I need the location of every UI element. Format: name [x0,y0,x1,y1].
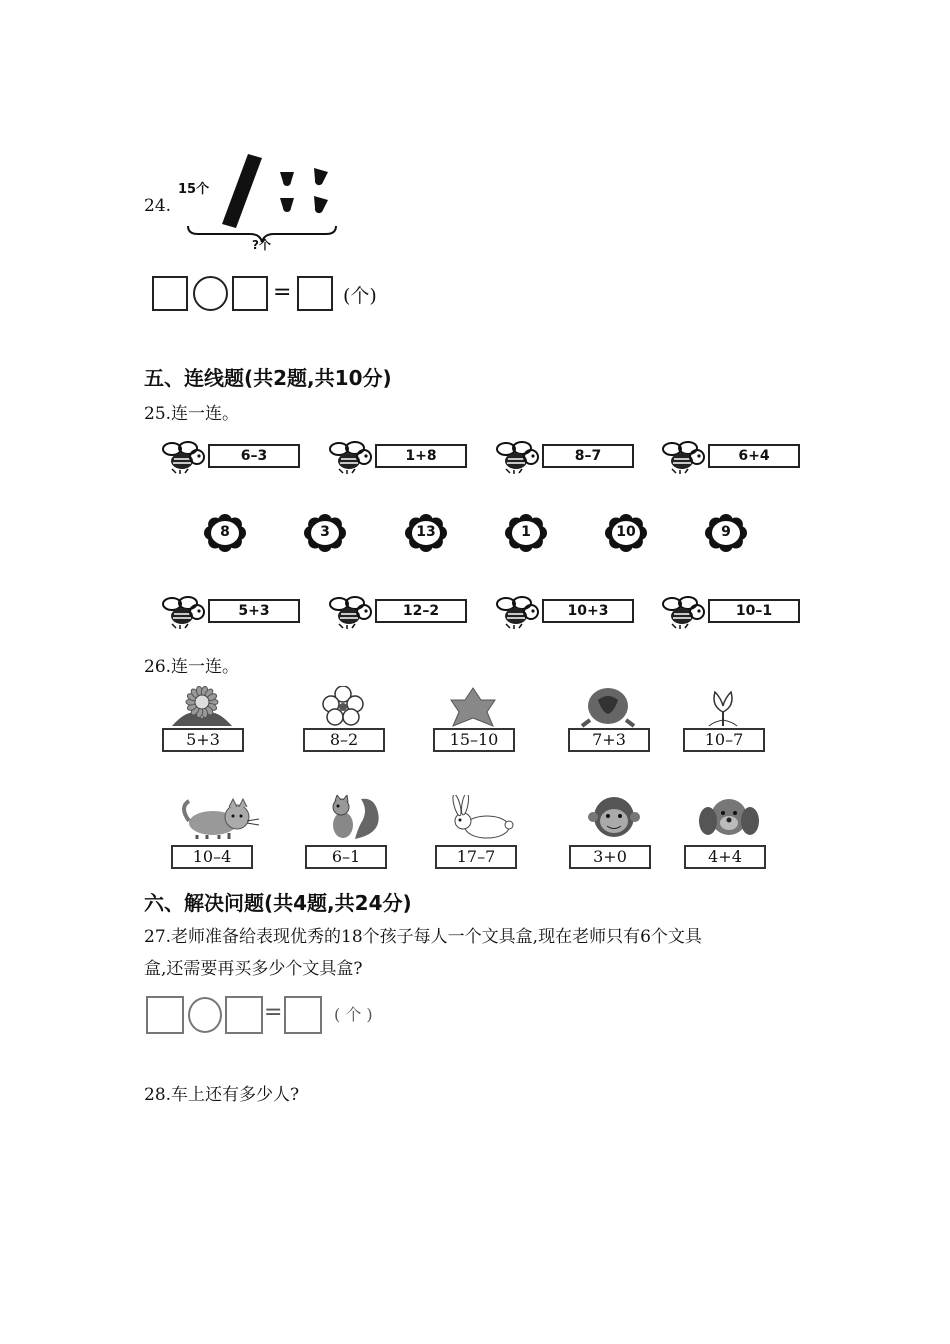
sunflower-icon [162,686,242,732]
section6-title: 六、解决问题(共4题,共24分) [144,891,412,915]
bee-icon [325,441,375,475]
section5-title: 五、连线题(共2题,共10分) [144,366,392,390]
q25-top-card-2[interactable] [325,441,467,471]
q25-bottom-expression: 10–1 [708,599,800,623]
bee-icon [325,596,375,630]
q25-flower-number: 10 [616,524,636,540]
q25-top-expression: 8–7 [542,444,634,468]
q26-animal-label: 3+0 [569,845,651,869]
q25-flower-1[interactable] [201,512,249,554]
q24-left-count: 15个 [178,182,210,197]
q25-flower-4[interactable] [502,512,550,554]
q25-bottom-card-1[interactable] [158,596,300,626]
lily-icon [683,686,763,732]
q25-top-expression: 6–3 [208,444,300,468]
q26-flower-label: 10–7 [683,728,765,752]
q27-text-line2: 盒,还需要再买多少个文具盒? [144,959,363,979]
squirrel-icon [305,795,395,845]
q25-flower-number: 3 [320,524,330,540]
q25-top-card-4[interactable] [658,441,800,471]
q24-answer-box-3[interactable] [297,276,333,311]
q24-number: 24. [144,196,172,216]
q25-flower-2[interactable] [301,512,349,554]
cat-icon [171,795,261,845]
q25-top-expression: 6+4 [708,444,800,468]
rose-icon [568,686,648,732]
q25-bottom-card-4[interactable] [658,596,800,626]
q27-operator-circle[interactable] [188,997,222,1033]
bee-icon [158,596,208,630]
dog-icon [684,795,774,845]
q27-unit: ( 个 ) [334,1005,373,1024]
q24-unit: (个) [343,285,377,307]
q27-text-line1: 27.老师准备给表现优秀的18个孩子每人一个文具盒,现在老师只有6个文具 [144,927,702,947]
bee-icon [492,441,542,475]
bee-icon [658,441,708,475]
q25-bottom-expression: 5+3 [208,599,300,623]
q25-flower-number: 1 [521,524,531,540]
q25-flower-number: 8 [220,524,230,540]
q24-equals: = [273,280,292,305]
q25-top-card-3[interactable] [492,441,634,471]
q25-bottom-expression: 10+3 [542,599,634,623]
q28-text: 28.车上还有多少人? [144,1085,300,1105]
q24-answer-box-1[interactable] [152,276,188,311]
q25-top-card-1[interactable] [158,441,300,471]
q24-illustration [176,146,346,258]
q25-bottom-card-3[interactable] [492,596,634,626]
q26-animal-label: 4+4 [684,845,766,869]
q25-flower-5[interactable] [602,512,650,554]
q25-number: 25.连一连。 [144,404,240,424]
monkey-icon [569,795,659,845]
q24-question-mark: ?个 [252,238,271,252]
q27-equals: = [264,1000,283,1025]
q26-animal-label: 6–1 [305,845,387,869]
q25-bottom-card-2[interactable] [325,596,467,626]
q25-flower-6[interactable] [702,512,750,554]
rabbit-icon [435,795,525,845]
q25-top-expression: 1+8 [375,444,467,468]
q25-flower-number: 9 [721,524,731,540]
q26-flower-label: 8–2 [303,728,385,752]
q25-bottom-expression: 12–2 [375,599,467,623]
bee-icon [158,441,208,475]
q27-answer-box-1[interactable] [146,996,184,1034]
q26-flower-label: 5+3 [162,728,244,752]
sakura-icon [433,686,513,732]
q26-flower-label: 7+3 [568,728,650,752]
bee-icon [492,596,542,630]
q26-animal-label: 17–7 [435,845,517,869]
bee-icon [658,596,708,630]
q26-number: 26.连一连。 [144,657,240,677]
q25-flower-3[interactable] [402,512,450,554]
q27-answer-box-2[interactable] [225,996,263,1034]
q26-animal-label: 10–4 [171,845,253,869]
q25-flower-number: 13 [416,524,436,540]
q24-operator-circle[interactable] [193,276,228,311]
q27-answer-box-3[interactable] [284,996,322,1034]
blossom-icon [303,686,383,732]
q24-answer-box-2[interactable] [232,276,268,311]
q26-flower-label: 15–10 [433,728,515,752]
